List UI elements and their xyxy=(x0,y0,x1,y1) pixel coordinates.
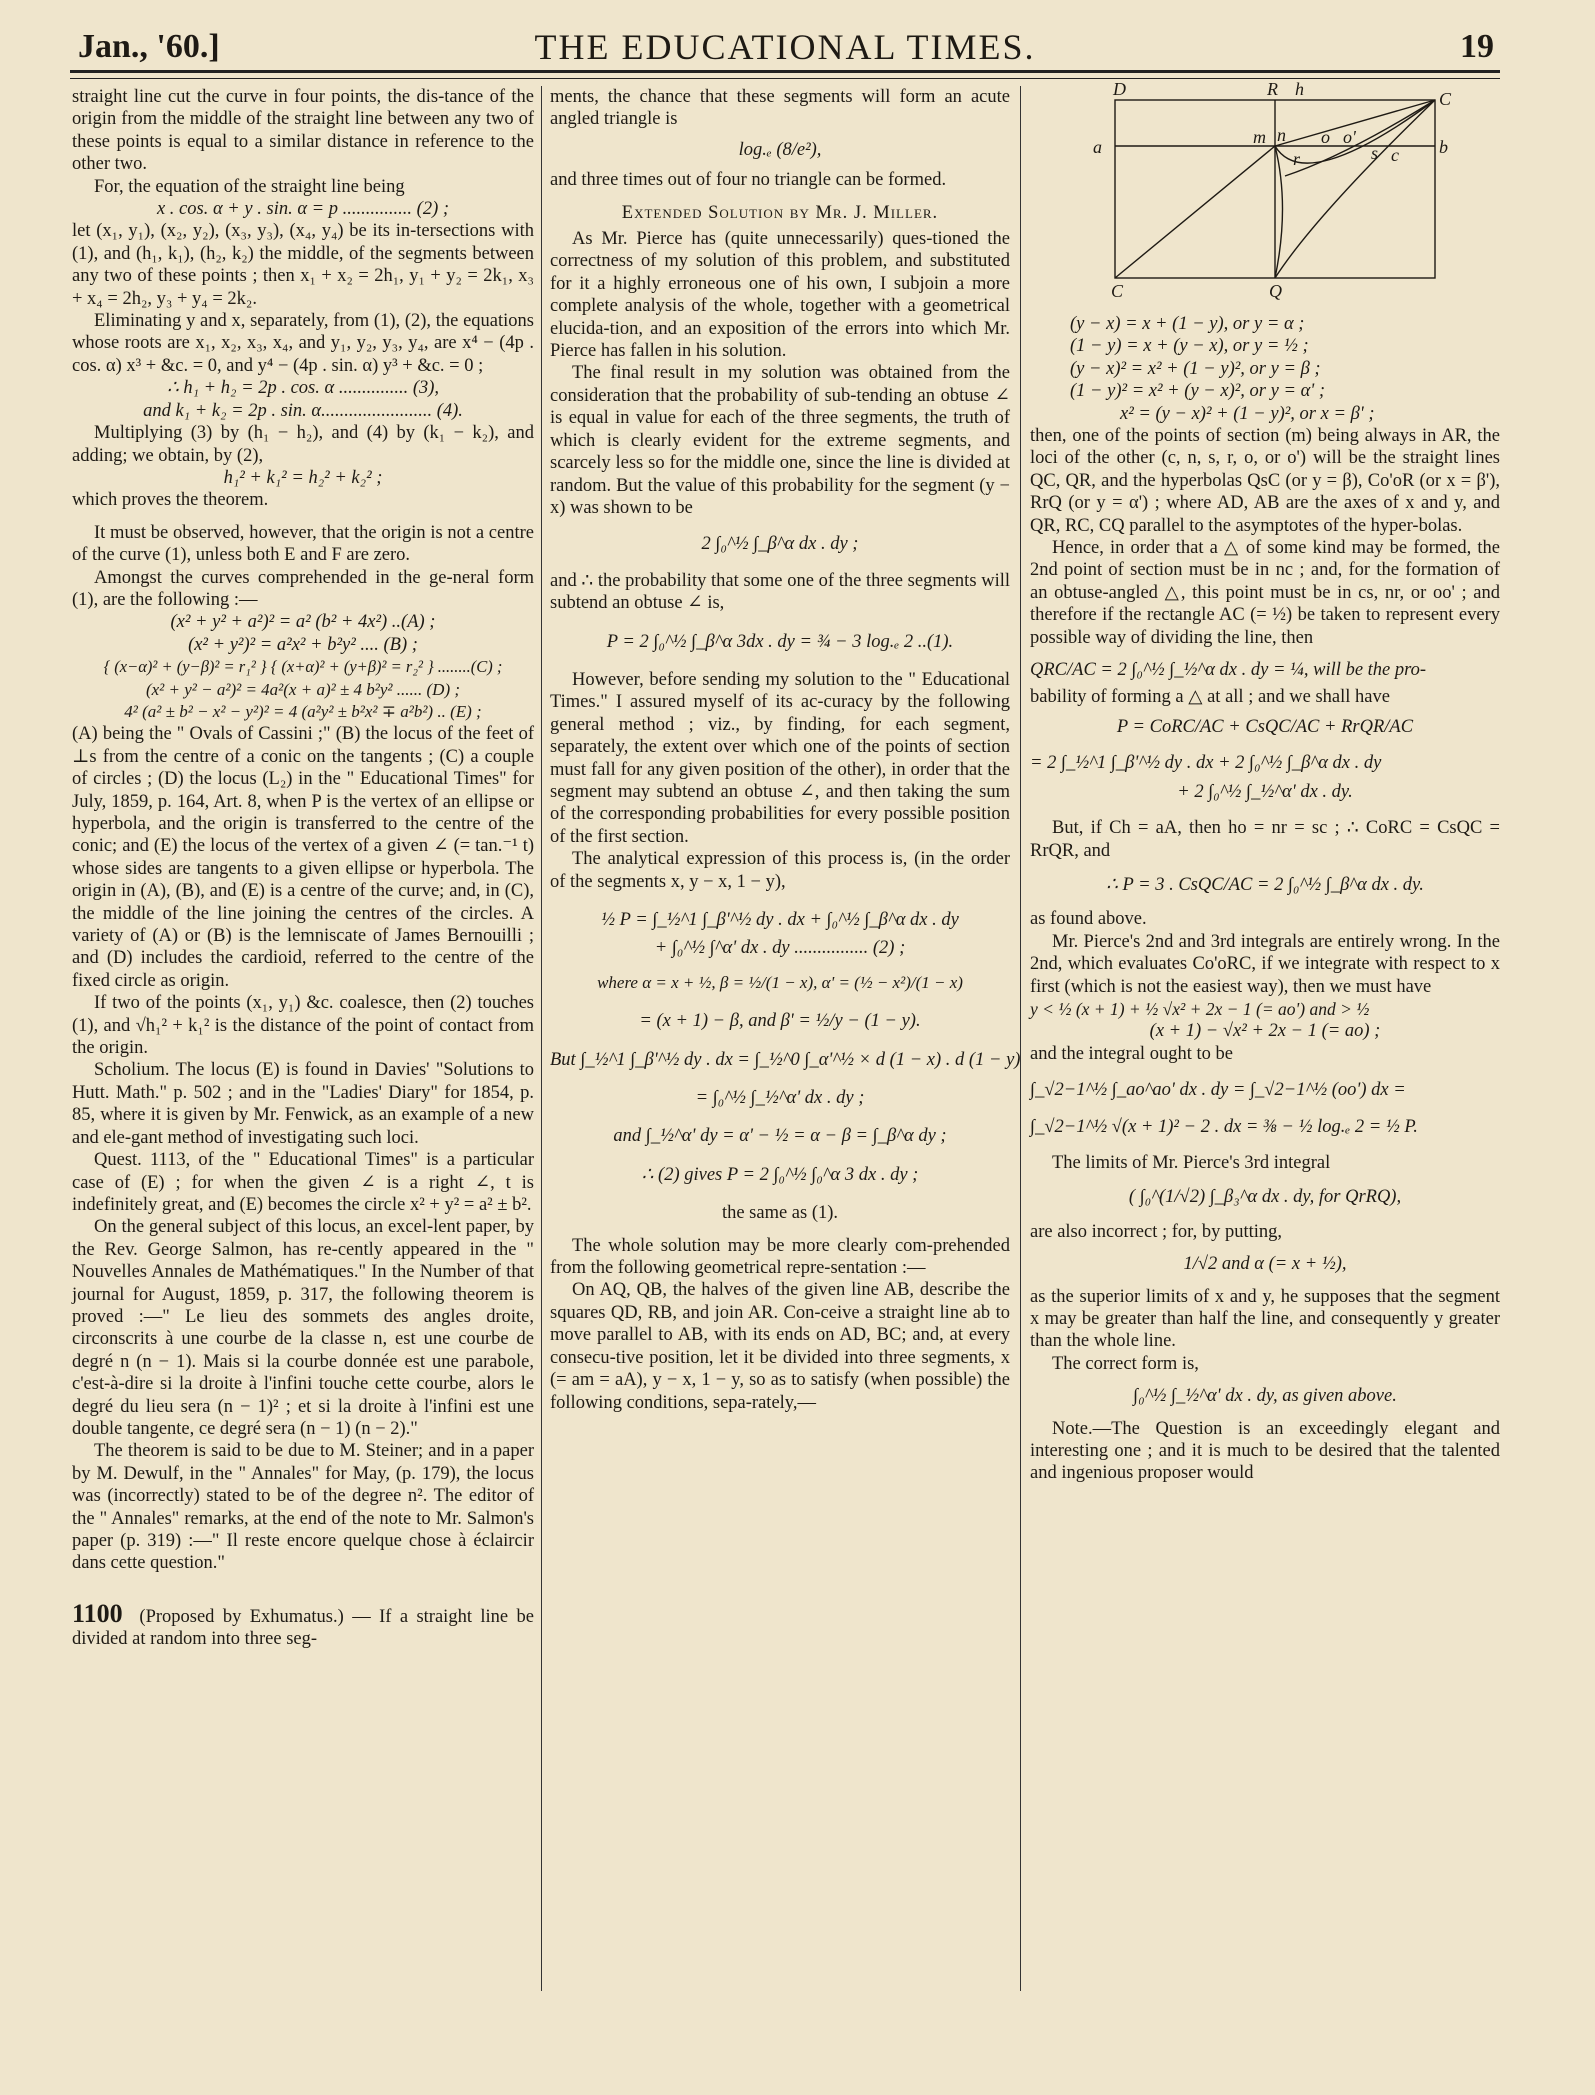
figure-label: Q xyxy=(1269,281,1282,301)
equation: h₁² + k₁² = h₂² + k₂² ; xyxy=(223,467,383,488)
paragraph: The theorem is said to be due to M. Steiner; and in a paper by M. Dewulf, in the " Annales" for May, (p. 179), the locus was (incorrectly) stated to be of the degree n². The editor of the " Annales" remarks, at the end of the note to Mr. Salmon's paper (p. 319) :—" Il reste encore quelque chose à éclaircir dans cette question." xyxy=(72,1441,534,1574)
column-left xyxy=(72,86,534,1651)
figure-label: C xyxy=(1111,281,1124,301)
equation: x . cos. α + y . sin. α = p ............... (2) ; xyxy=(156,199,450,220)
equation: = ∫₀^½ ∫_½^α' dx . dy ; xyxy=(695,1088,865,1109)
equation: P = 2 ∫₀^½ ∫_β^α 3dx . dy = ¾ − 3 log.ₑ 2 ..(1). xyxy=(606,631,954,652)
equation: = (x + 1) − β, and β' = ½/y − (1 − y). xyxy=(639,1011,921,1032)
equation: ∫_√2−1^½ ∫_ao^ao' dx . dy = ∫_√2−1^½ (oo') dx = xyxy=(1030,1080,1406,1101)
paragraph: Note.—The Question is an exceedingly elegant and interesting one ; and it is much to be desired that the talented and ingenious proposer would xyxy=(1030,1418,1500,1484)
equation: ∫_√2−1^½ √(x + 1)² − 2 . dx = ⅜ − ½ log.ₑ 2 = ½ P. xyxy=(1030,1116,1418,1137)
section-heading: Extended Solution by Mr. J. Miller. xyxy=(621,202,939,223)
paragraph: bability of forming a △ at all ; and we shall have xyxy=(1030,686,1390,707)
figure-label: m xyxy=(1253,127,1266,147)
equation: { (x−α)² + (y−β)² = r₁² } { (x+α)² + (y+β)² = r₂² } ........(C) ; xyxy=(103,657,503,677)
equation: But ∫_½^1 ∫_β'^½ dy . dx = ∫_½^0 ∫_α'^½ × d (1 − x) . d (1 − y) xyxy=(550,1049,1021,1070)
equation: log.ₑ (8/e²), xyxy=(738,139,822,160)
equation: 2 ∫₀^½ ∫_β^α dx . dy ; xyxy=(701,534,859,555)
paragraph: The analytical expression of this process is, (in the order of the segments x, y − x, 1 − y), xyxy=(550,849,1010,892)
issue-date: Jan., '60.] xyxy=(78,28,220,65)
equation: (1 − y)² = x² + (y − x)², or y = α' ; xyxy=(1070,381,1326,402)
equation: ( ∫₀^(1/√2) ∫_β₃^α dx . dy, for QrRQ), xyxy=(1128,1187,1402,1208)
paragraph: and the integral ought to be xyxy=(1030,1043,1233,1064)
equation: (x² + y² + a²)² = a² (b² + 4x²) ..(A) ; xyxy=(170,612,436,633)
equation: y < ½ (x + 1) + ½ √x² + 2x − 1 (= ao') and > ½ xyxy=(1030,998,1370,1019)
equation: 4² (a² ± b² − x² − y²)² = 4 (a²y² ± b²x² ∓ a²b²) .. (E) ; xyxy=(124,701,482,721)
paragraph: Hence, in order that a △ of some kind may be formed, the 2nd point of section must be in nc ; and, for the formation of an obtuse-angled △, this point must be in cs, nr, or oo' ; and therefore if the rectangle AC (= ½) be taken to represent every possible way of dividing the line, then xyxy=(1030,538,1500,648)
paragraph: let (x₁, y₁), (x₂, y₂), (x₃, y₃), (x₄, y₄) be its in-tersections with (1), and (h₁, k₁), (h₂, k₂) the middle, of the segments between any two of these points ; then x₁ + x₂ = 2h₁, y₁ + y₂ = 2k₁, x₃ + x₄ = 2h₂, y₃ + y₄ = 2k₂. xyxy=(72,221,534,309)
figure-label: r xyxy=(1293,149,1301,169)
equation: (x + 1) − √x² + 2x − 1 (= ao) ; xyxy=(1149,1021,1381,1042)
figure-label: o' xyxy=(1343,127,1356,147)
paragraph: (A) being the " Ovals of Cassini ;" (B) the locus of the feet of ⊥s from the centre of a conic on the tangents ; (C) a couple of circles ; (D) the locus (L₂) in the " Educational Times" for July, 1859, p. 164, Art. 8, when P is the vertex of an ellipse or hyperbola, and the origin is transferred to the centre of the conic; and (E) the locus of the vertex of a given ∠ (= tan.⁻¹ t) whose sides are tangents to a given ellipse or hyperbola. The origin in (A), (B), and (E) is a centre of the curve; and, in (C), the middle of the line joining the centres of the circles. A variety of (A) or (B) is the lemniscate of James Bernouilli ; and (D) includes the cardioid, referred to the centre of the fixed circle as origin. xyxy=(72,724,534,991)
equation: x² = (y − x)² + (1 − y)², or x = β' ; xyxy=(1120,403,1375,424)
geometric-figure xyxy=(1075,79,1455,301)
paragraph: As Mr. Pierce has (quite unnecessarily) ques-tioned the correctness of my solution of this problem, and substituted for it a highly erroneous one of his own, I subjoin a more complete analysis of the whole, together with a geometrical elucida-tion, and an exposition of the errors into which Mr. Pierce has fallen in his solution. xyxy=(550,229,1010,362)
equation: (1 − y) = x + (y − x), or y = ½ ; xyxy=(1070,336,1309,357)
paragraph: as the superior limits of x and y, he supposes that the segment x may be greater than half the line, and consequently y greater than the whole line. xyxy=(1030,1286,1500,1352)
figure-label: s xyxy=(1371,143,1379,163)
paragraph: as found above. xyxy=(1030,909,1147,930)
paragraph: It must be observed, however, that the origin is not a centre of the curve (1), unless both E and F are zero. xyxy=(72,522,534,566)
paragraph: Mr. Pierce's 2nd and 3rd integrals are entirely wrong. In the 2nd, which evaluates Co'oRC, if we integrate with respect to x first (which is not the easiest way), then we must have xyxy=(1030,931,1500,997)
paragraph: Scholium. The locus (E) is found in Davies' "Solutions to Hutt. Math." p. 502 ; and in the "Ladies' Diary" for 1854, p. 85, where it is given by Mr. Fenwick, as an example of a new and ele-gant method of investigating such loci. xyxy=(72,1060,534,1148)
figure-label: C xyxy=(1439,89,1452,109)
figure-label: n xyxy=(1277,125,1286,145)
paragraph: the same as (1). xyxy=(721,1203,839,1224)
column-right xyxy=(1030,79,1500,1485)
equation: + ∫₀^½ ∫^α' dx . dy ................ (2) ; xyxy=(654,938,906,959)
equation: ½ P = ∫_½^1 ∫_β'^½ dy . dx + ∫₀^½ ∫_β^α dx . dy xyxy=(601,910,959,930)
figure-label: h xyxy=(1295,79,1304,99)
paragraph: On the general subject of this locus, an excel-lent paper, by the Rev. George Salmon, has re-cently appeared in the " Nouvelles Annales de Mathématiques." In the Number of that journal for August, 1859, p. 317, the following theorem is proved :—" Le lieu des sommets des angles droite, circonscrits à une courbe de la classe n, est une courbe de degré n (n − 1). Mais si la courbe donnée est une parabole, c'est-à-dire si la droite à l'infini touche cette courbe, alors le degré du lieu sera (n − 1)² ; et si la droite à l'infini est une double tangente, ce degré sera (n − 1) (n − 2)." xyxy=(72,1217,534,1439)
equation: where α = x + ½, β = ½/(1 − x), α' = (½ − x²)/(1 − x) xyxy=(597,972,963,992)
question-text: (Proposed by Exhumatus.) — If a straight line be divided at random into three seg- xyxy=(72,1606,534,1650)
equation: and ∫_½^α' dy = α' − ½ = α − β = ∫_β^α dy ; xyxy=(613,1126,947,1147)
equation: (y − x) = x + (1 − y), or y = α ; xyxy=(1070,314,1305,334)
column-divider xyxy=(1020,86,1021,1991)
paragraph: and ∴ the probability that some one of the three segments will subtend an obtuse ∠ is, xyxy=(550,570,1010,614)
equation: QRC/AC = 2 ∫₀^½ ∫_½^α dx . dy = ¼, will be the pro- xyxy=(1030,660,1427,681)
figure-drawing xyxy=(1075,86,1455,301)
equation: ∫₀^½ ∫_½^α' dx . dy, as given above. xyxy=(1133,1386,1397,1407)
paragraph: straight line cut the curve in four points, the dis-tance of the origin from the middle of the straight line between any two of these points is equal to a similar distance in reference to the other two. xyxy=(72,87,534,175)
paragraph: Eliminating y and x, separately, from (1), (2), the equations whose roots are x₁, x₂, x₃, x₄, and y₁, y₂, y₃, y₄, are x⁴ − (4p . cos. α) x³ + &c. = 0, and y⁴ − (4p . sin. α) y³ + &c. = 0 ; xyxy=(72,311,534,376)
paragraph: But, if Ch = aA, then ho = nr = sc ; ∴ CoRC = CsQC = RrQR, and xyxy=(1030,818,1500,861)
paragraph: For, the equation of the straight line being xyxy=(94,176,405,197)
figure-label: o xyxy=(1321,127,1330,147)
equation: + 2 ∫₀^½ ∫_½^α' dx . dy. xyxy=(1177,781,1353,802)
question-paragraph xyxy=(72,1598,534,1651)
paragraph: and three times out of four no triangle can be formed. xyxy=(550,170,947,191)
equation: ∴ h₁ + h₂ = 2p . cos. α ............... (3), xyxy=(166,378,440,399)
paragraph: The limits of Mr. Pierce's 3rd integral xyxy=(1052,1153,1331,1173)
paragraph: On AQ, QB, the halves of the given line AB, describe the squares QD, RB, and join AR. Con-ceive a straight line ab to move parallel to AB, with its ends on AD, BC; and, at every consecu-tive position, let it be divided into three segments, x (= am = aA), y − x, 1 − y, so as to satisfy (when possible) the following conditions, sepa-rately,— xyxy=(550,1280,1010,1413)
equation: (y − x)² = x² + (1 − y)², or y = β ; xyxy=(1070,358,1321,379)
question-number: 1100 xyxy=(72,1598,123,1628)
figure-label: a xyxy=(1093,137,1102,157)
equation: (x² + y² − a²)² = 4a²(x + a)² ± 4 b²y² ...... (D) ; xyxy=(145,679,461,699)
paragraph: which proves the theorem. xyxy=(72,490,269,511)
paragraph: The correct form is, xyxy=(1052,1353,1199,1374)
figure-label: R xyxy=(1267,79,1278,99)
paragraph: Amongst the curves comprehended in the ge-neral form (1), are the following :— xyxy=(72,567,534,610)
equation: ∴ (2) gives P = 2 ∫₀^½ ∫₀^α 3 dx . dy ; xyxy=(641,1164,919,1185)
equation: (x² + y²)² = a²x² + b²y² .... (B) ; xyxy=(188,634,418,655)
column-middle xyxy=(550,86,1021,1414)
paragraph: If two of the points (x₁, y₁) &c. coalesce, then (2) touches (1), and √h₁² + k₁² is the distance of the point of contact from the origin. xyxy=(72,993,534,1059)
paragraph: The final result in my solution was obtained from the consideration that the probability of sub-tending an obtuse ∠ is equal in value for each of the three segments, the truth of which is clearly evident for the extreme segments, and scarcely less so for the middle one, since the line is divided at random. But the value of this probability for the segment (y − x) was shown to be xyxy=(550,363,1010,518)
paragraph: then, one of the points of section (m) being always in AR, the loci of the other (c, n, s, r, o, or o') will be the straight lines QC, QR, and the hyperbolas QsC (or y = β), Co'oR (or x = β'), RrQ (or y = α') ; where AD, AB are the axes of x and y, and QR, RC, CQ parallel to the asymptotes of the hyper-bolas. xyxy=(1030,426,1500,536)
equation: P = CoRC/AC + CsQC/AC + RrQR/AC xyxy=(1116,716,1414,737)
equation: = 2 ∫_½^1 ∫_β'^½ dy . dx + 2 ∫₀^½ ∫_β^α dx . dy xyxy=(1030,753,1382,774)
figure-label: D xyxy=(1113,79,1126,99)
paragraph: However, before sending my solution to the " Educational Times." I assured myself of its ac-curacy by the following general method ; viz., by finding, for each segment, separately, the extent over which one of the points of section must fall for any given position of the other), in order that the segment may subtend an obtuse ∠, and then taking the sum of the corresponding probabilities for every possible position of the first section. xyxy=(550,669,1010,847)
equation: and k₁ + k₂ = 2p . sin. α........................ (4). xyxy=(143,400,463,421)
running-header xyxy=(70,22,1500,66)
paragraph: ments, the chance that these segments will form an acute angled triangle is xyxy=(550,87,1010,130)
paragraph: are also incorrect ; for, by putting, xyxy=(1030,1221,1283,1242)
header-rule xyxy=(70,70,1500,73)
column-divider xyxy=(541,86,542,1991)
header-rule-thin xyxy=(70,78,1500,79)
page-number: 19 xyxy=(1460,28,1494,65)
journal-title: THE EDUCATIONAL TIMES. xyxy=(534,27,1036,67)
paragraph: Quest. 1113, of the " Educational Times" is a particular case of (E) ; for when the given ∠ is a right ∠, t is indefinitely great, and (E) becomes the circle x² + y² = a² ± b². xyxy=(72,1150,534,1215)
paragraph: Multiplying (3) by (h₁ − h₂), and (4) by (k₁ − k₂), and adding; we obtain, by (2), xyxy=(72,423,534,466)
figure-label: c xyxy=(1391,145,1399,165)
equation: ∴ P = 3 . CsQC/AC = 2 ∫₀^½ ∫_β^α dx . dy. xyxy=(1106,874,1424,895)
equation: 1/√2 and α (= x + ½), xyxy=(1183,1254,1347,1275)
paragraph: The whole solution may be more clearly com-prehended from the following geometrical repre-sentation :— xyxy=(550,1235,1010,1279)
figure-label: b xyxy=(1439,137,1448,157)
